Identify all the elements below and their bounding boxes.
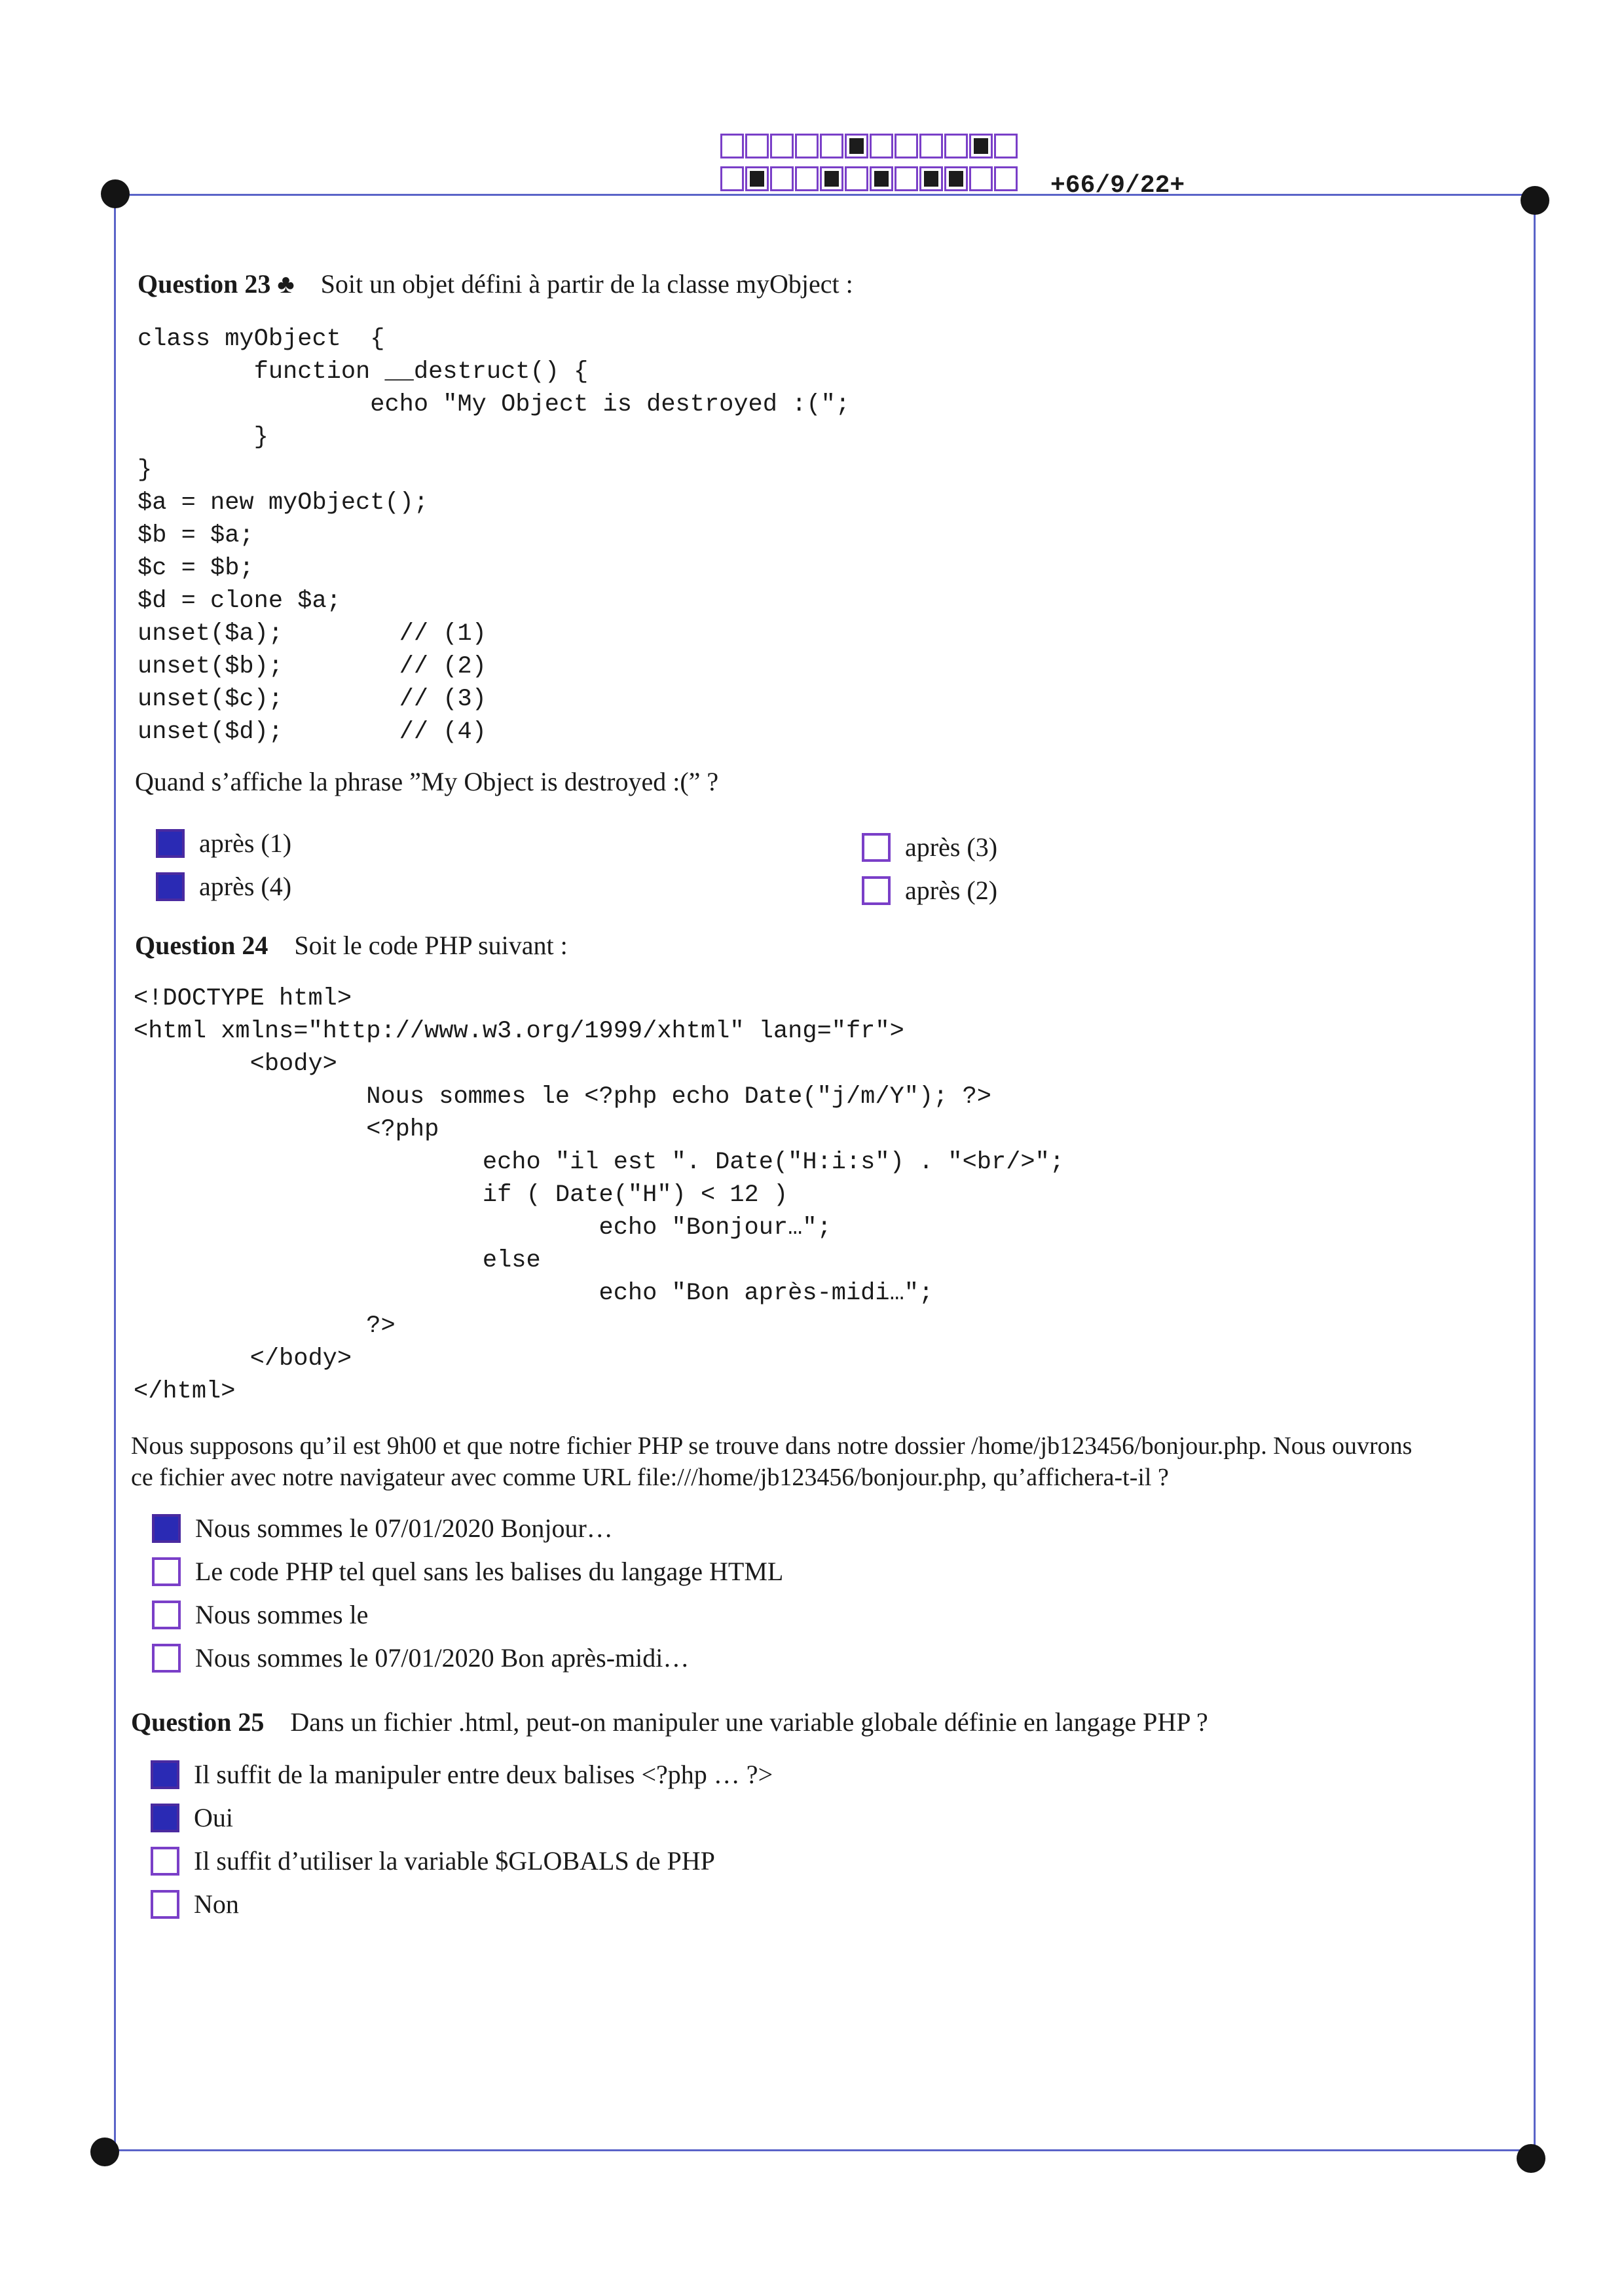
code-cell: [969, 134, 993, 158]
code-cell: [770, 166, 794, 191]
q23-choice-2[interactable]: [156, 871, 291, 902]
q23-choice-4-checkbox[interactable]: [862, 876, 891, 905]
code-cell: [895, 134, 918, 158]
q23-header: [138, 268, 853, 299]
q24-choice-4-label: Nous sommes le 07/01/2020 Bon après-midi…: [195, 1643, 690, 1673]
binary-code-row-1: [720, 134, 1019, 158]
frame-bottom: [105, 2149, 1536, 2151]
q23-choice-1-label: après (1): [199, 828, 292, 858]
q24-choice-1-label: Nous sommes le 07/01/2020 Bonjour…: [195, 1513, 613, 1543]
code-cell: [845, 166, 868, 191]
q23-choice-1-checkbox[interactable]: [156, 829, 185, 858]
q24-code: <!DOCTYPE html> <html xmlns="http://www.w3.org/1999/xhtml" lang="fr"> <body> Nous sommes le <?php echo Date("j/m/Y"); ?> <?php echo "il est ". Date("H:i:s") . "<br/>"; if ( Date("H") < 12 ) echo "Bonjour…"; else echo "Bon après-midi…"; ?> </body> </html>: [134, 985, 1065, 1405]
q23-choice-3[interactable]: [862, 832, 997, 862]
q24-paragraph-line-1: Nous supposons qu’il est 9h00 et que notre fichier PHP se trouve dans notre dossier /home/jb123456/bonjour.php. Nous ouvrons: [131, 1432, 1412, 1460]
q23-choice-3-label: après (3): [905, 832, 998, 862]
q23-choice-2-checkbox[interactable]: [156, 872, 185, 901]
code-cell: [845, 134, 868, 158]
q23-code: class myObject { function __destruct() { echo "My Object is destroyed :("; } } $a = new myObject(); $b = $a; $c = $b; $d = clone $a; unset($a); // (1) unset($b); // (2) unset($c); // (3) unset($d); // (4): [138, 325, 850, 746]
q25-choice-1-checkbox[interactable]: [151, 1760, 179, 1789]
code-cell: [720, 166, 744, 191]
code-cell: [919, 134, 943, 158]
q23-choice-1[interactable]: [156, 828, 291, 859]
frame-right: [1534, 194, 1536, 2149]
q24-label: Question 24: [135, 931, 268, 960]
q25-choice-2-label: Oui: [194, 1803, 233, 1832]
code-cell: [745, 166, 769, 191]
q25-choice-2-checkbox[interactable]: [151, 1804, 179, 1832]
q24-choice-2[interactable]: [152, 1556, 783, 1587]
q25-choice-4-label: Non: [194, 1889, 239, 1919]
q24-choice-1-checkbox[interactable]: [152, 1514, 181, 1543]
code-cell: [745, 134, 769, 158]
code-cell: [870, 166, 893, 191]
q25-choice-4-checkbox[interactable]: [151, 1890, 179, 1919]
q24-choice-1[interactable]: [152, 1513, 613, 1544]
code-cell: [895, 166, 918, 191]
q25-choice-3-label: Il suffit d’utiliser la variable $GLOBALS de PHP: [194, 1846, 715, 1876]
q24-choice-4[interactable]: [152, 1642, 689, 1673]
q23-choice-2-label: après (4): [199, 872, 292, 901]
code-cell: [994, 166, 1018, 191]
q25-header: [131, 1707, 1208, 1737]
q24-choice-2-label: Le code PHP tel quel sans les balises du langage HTML: [195, 1557, 784, 1586]
code-cell: [919, 166, 943, 191]
q24-header: [135, 930, 568, 961]
corner-mark-top-right: [1521, 186, 1549, 215]
binary-code-row-2: [720, 166, 1019, 191]
q23-question: Quand s’affiche la phrase ”My Object is destroyed :(” ?: [135, 767, 719, 796]
code-cell: [944, 134, 968, 158]
q25-choice-2[interactable]: [151, 1802, 233, 1833]
code-cell: [720, 134, 744, 158]
q25-choice-1-label: Il suffit de la manipuler entre deux balises <?php … ?>: [194, 1760, 773, 1789]
q23-statement: Soit un objet défini à partir de la classe myObject :: [320, 269, 853, 299]
code-cell: [795, 134, 819, 158]
q25-choice-3[interactable]: [151, 1845, 715, 1876]
code-cell: [870, 134, 893, 158]
q24-choice-2-checkbox[interactable]: [152, 1557, 181, 1586]
q25-choice-4[interactable]: [151, 1889, 239, 1919]
q23-choice-3-checkbox[interactable]: [862, 833, 891, 862]
q25-choice-3-checkbox[interactable]: [151, 1847, 179, 1876]
frame-top: [115, 194, 1547, 196]
q24-choice-3-checkbox[interactable]: [152, 1601, 181, 1629]
code-cell: [969, 166, 993, 191]
q23-choice-4-label: après (2): [905, 876, 998, 905]
q25-label: Question 25: [131, 1707, 265, 1737]
q24-paragraph-line-2: ce fichier avec notre navigateur avec comme URL file:///home/jb123456/bonjour.php, qu’affichera-t-il ?: [131, 1464, 1169, 1491]
q24-choice-3-label: Nous sommes le: [195, 1600, 369, 1629]
q24-statement: Soit le code PHP suivant :: [294, 931, 568, 960]
code-cell: [795, 166, 819, 191]
q23-label: Question 23 ♣: [138, 269, 295, 299]
code-cell: [994, 134, 1018, 158]
q25-statement: Dans un fichier .html, peut-on manipuler une variable globale définie en langage PHP ?: [290, 1707, 1208, 1737]
page-id: +66/9/22+: [1050, 172, 1185, 200]
q24-choice-3[interactable]: [152, 1599, 368, 1630]
code-cell: [944, 166, 968, 191]
code-cell: [820, 166, 843, 191]
frame-left: [114, 194, 116, 2149]
corner-mark-bottom-right: [1517, 2144, 1545, 2173]
q24-choice-4-checkbox[interactable]: [152, 1644, 181, 1673]
q23-choice-4[interactable]: [862, 875, 997, 906]
code-cell: [770, 134, 794, 158]
code-cell: [820, 134, 843, 158]
corner-mark-top-left: [101, 179, 130, 208]
corner-mark-bottom-left: [90, 2138, 119, 2166]
q25-choice-1[interactable]: [151, 1759, 773, 1790]
